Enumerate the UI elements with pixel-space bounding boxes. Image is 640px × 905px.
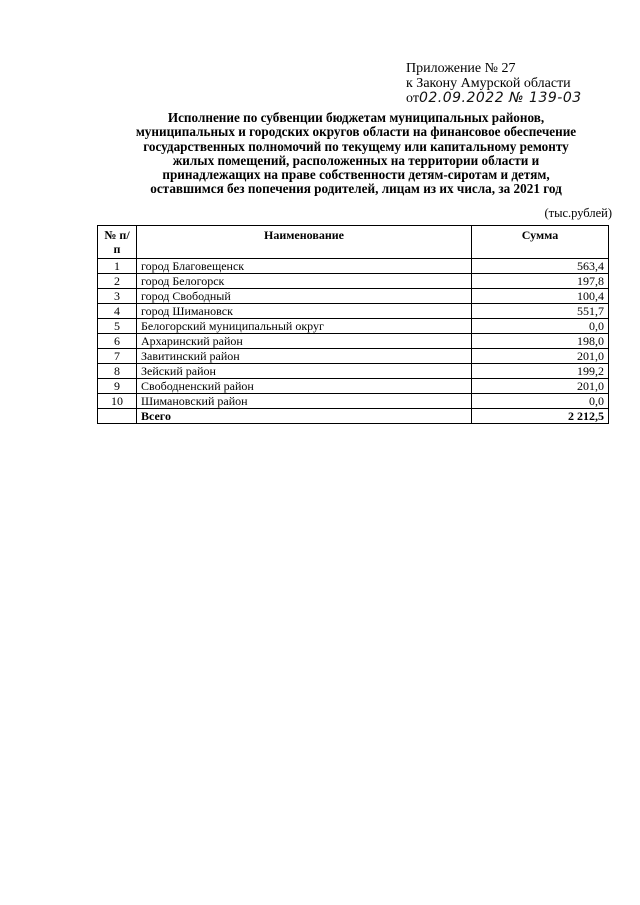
row-number: 1 <box>98 259 137 274</box>
row-number: 2 <box>98 274 137 289</box>
row-name: Свободненский район <box>137 379 472 394</box>
handwritten-date-number: 02.09.2022 № 139-03 <box>418 90 582 106</box>
row-sum: 0,0 <box>472 319 609 334</box>
row-sum: 551,7 <box>472 304 609 319</box>
row-name: город Свободный <box>137 289 472 304</box>
header-sum: Сумма <box>472 226 609 259</box>
appendix-block <box>406 61 582 106</box>
table-total-row <box>98 409 609 424</box>
row-number: 4 <box>98 304 137 319</box>
row-name: Завитинский район <box>137 349 472 364</box>
row-sum: 198,0 <box>472 334 609 349</box>
document-title <box>86 111 626 197</box>
row-name: Шимановский район <box>137 394 472 409</box>
title-line: принадлежащих на праве собственности детям-сиротам и детям, <box>162 167 550 183</box>
total-label: Всего <box>137 409 472 424</box>
row-number: 7 <box>98 349 137 364</box>
table-row <box>98 349 609 364</box>
table-row <box>98 319 609 334</box>
appendix-date-prefix: от <box>406 91 419 106</box>
appendix-date-line <box>406 91 582 106</box>
table-row <box>98 334 609 349</box>
table-row <box>98 304 609 319</box>
row-sum: 201,0 <box>472 379 609 394</box>
row-name: город Белогорск <box>137 274 472 289</box>
appendix-law: к Закону Амурской области <box>406 76 571 91</box>
table-row <box>98 289 609 304</box>
row-number: 6 <box>98 334 137 349</box>
row-name: Зейский район <box>137 364 472 379</box>
row-name: город Шимановск <box>137 304 472 319</box>
table-row <box>98 259 609 274</box>
units-label: (тыс.рублей) <box>544 206 612 220</box>
title-line: муниципальных и городских округов области на финансовое обеспечение <box>135 124 577 140</box>
header-number: № п/п <box>98 226 137 259</box>
row-number: 9 <box>98 379 137 394</box>
table-row <box>98 274 609 289</box>
header-name: Наименование <box>137 226 472 259</box>
row-number: 3 <box>98 289 137 304</box>
title-line: Исполнение по субвенции бюджетам муниципальных районов, <box>167 110 545 125</box>
title-line: государственных полномочий по текущему или капитальному ремонту <box>143 138 569 154</box>
row-number: 10 <box>98 394 137 409</box>
row-name: город Благовещенск <box>137 259 472 274</box>
row-sum: 201,0 <box>472 349 609 364</box>
row-sum: 563,4 <box>472 259 609 274</box>
total-sum: 2 212,5 <box>472 409 609 424</box>
table-row <box>98 394 609 409</box>
row-sum: 197,8 <box>472 274 609 289</box>
table-header-row <box>98 226 609 259</box>
subvention-table <box>97 225 609 424</box>
row-name: Архаринский район <box>137 334 472 349</box>
row-sum: 199,2 <box>472 364 609 379</box>
table-row <box>98 379 609 394</box>
title-line: оставшимся без попечения родителей, лицам из их числа, за 2021 год <box>150 181 562 197</box>
row-number: 5 <box>98 319 137 334</box>
total-number-cell <box>98 409 137 424</box>
row-sum: 100,4 <box>472 289 609 304</box>
row-number: 8 <box>98 364 137 379</box>
row-sum: 0,0 <box>472 394 609 409</box>
table-row <box>98 364 609 379</box>
row-name: Белогорский муниципальный округ <box>137 319 472 334</box>
appendix-number: Приложение № 27 <box>406 61 516 76</box>
title-line: жилых помещений, расположенных на территории области и <box>172 152 540 168</box>
